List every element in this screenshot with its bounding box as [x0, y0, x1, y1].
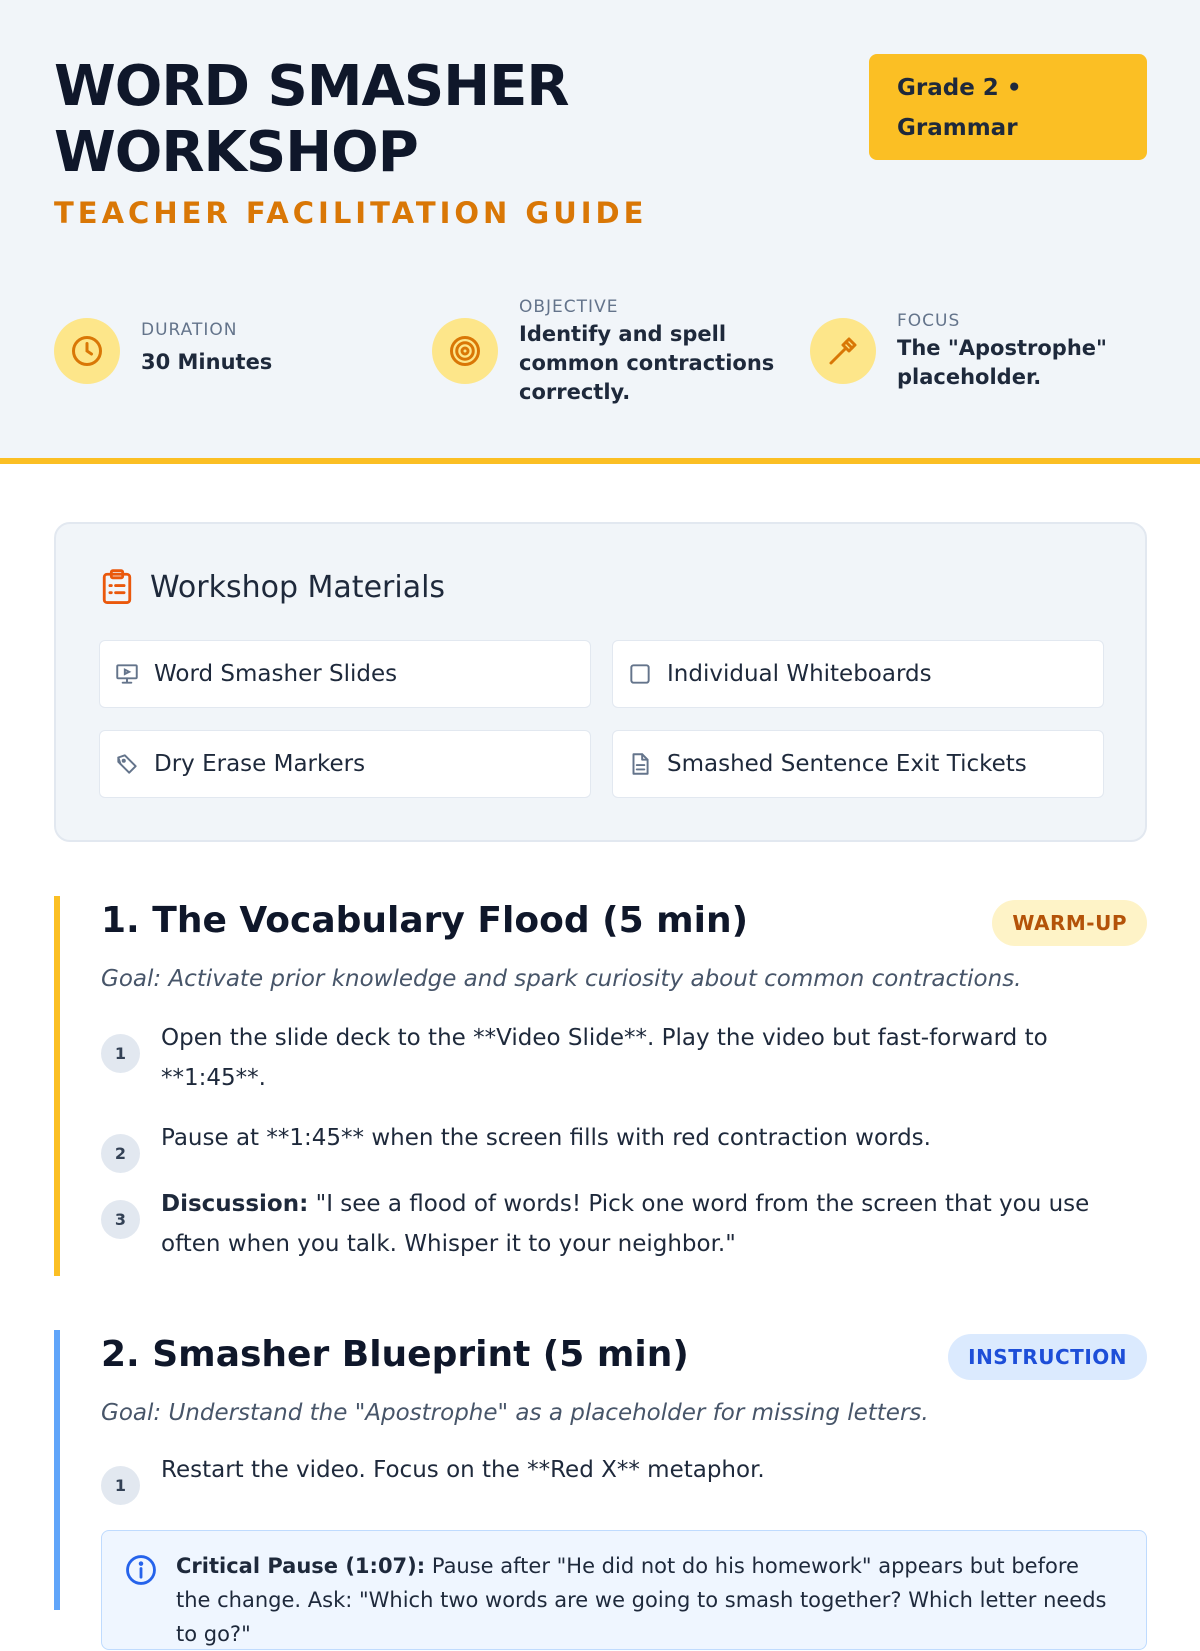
- info-icon: [124, 1553, 158, 1587]
- focus-value: The "Apostrophe" placeholder.: [897, 336, 1107, 389]
- material-item: [99, 730, 591, 798]
- instruction-tag: INSTRUCTION: [948, 1334, 1147, 1380]
- document-icon: [627, 751, 653, 777]
- step-number: 1: [101, 1034, 140, 1073]
- marker-icon: [114, 751, 140, 777]
- section-instruction: [54, 1330, 1147, 1646]
- page-subtitle: TEACHER FACILITATION GUIDE: [54, 196, 648, 230]
- material-label: Individual Whiteboards: [667, 661, 932, 687]
- material-label: Smashed Sentence Exit Tickets: [667, 751, 1027, 777]
- target-icon: [432, 318, 498, 384]
- section-accent-bar: [54, 1330, 60, 1610]
- objective-label: OBJECTIVE: [519, 297, 619, 317]
- material-item: [612, 730, 1104, 798]
- clock-icon: [54, 318, 120, 384]
- square-icon: [627, 661, 653, 687]
- material-label: Word Smasher Slides: [154, 661, 398, 687]
- material-label: Dry Erase Markers: [154, 751, 366, 777]
- hammer-icon: [810, 318, 876, 384]
- discussion-label: Discussion:: [161, 1191, 309, 1217]
- step-text: [161, 1184, 1121, 1264]
- section-title: 2. Smasher Blueprint (5 min): [101, 1334, 689, 1375]
- warm-up-tag: WARM-UP: [992, 900, 1147, 946]
- section-goal: Goal: Understand the "Apostrophe" as a placeholder for missing letters.: [101, 1400, 929, 1426]
- discussion-text: "I see a flood of words! Pick one word from the screen that you use often when you talk. Whisper it to your neighbor.": [161, 1191, 1090, 1257]
- duration-label: DURATION: [141, 320, 238, 340]
- step-number: 3: [101, 1200, 140, 1239]
- step-text: Pause at **1:45** when the screen fills with red contraction words.: [161, 1125, 931, 1151]
- step-text: Open the slide deck to the **Video Slide**. Play the video but fast-forward to **1:45**.: [161, 1025, 1048, 1091]
- section-title: 1. The Vocabulary Flood (5 min): [101, 900, 749, 941]
- duration-value: 30 Minutes: [141, 350, 273, 374]
- header: [0, 0, 1200, 464]
- step-number: 2: [101, 1134, 140, 1173]
- objective-value: Identify and spell common contractions correctly.: [519, 322, 775, 404]
- grade-badge: Grade 2 • Grammar: [869, 54, 1147, 160]
- materials-card: [54, 522, 1147, 842]
- callout-body: Pause after "He did not do his homework" appears but before the change. Ask: "Which two words are we going to smash together? Which letter needs to go?": [176, 1554, 1107, 1646]
- material-item: [612, 640, 1104, 708]
- section-goal: Goal: Activate prior knowledge and spark curiosity about common contractions.: [101, 966, 1022, 992]
- callout-label: Critical Pause (1:07):: [176, 1554, 426, 1578]
- clipboard-icon: [100, 568, 134, 606]
- step-text: Restart the video. Focus on the **Red X** metaphor.: [161, 1457, 765, 1483]
- section-accent-bar: [54, 896, 60, 1276]
- step-number: 1: [101, 1466, 140, 1505]
- critical-pause-callout: [101, 1530, 1147, 1650]
- material-item: [99, 640, 591, 708]
- callout-text: [176, 1549, 1116, 1651]
- presentation-icon: [114, 661, 140, 687]
- section-warm-up: [54, 896, 1147, 1276]
- materials-title: Workshop Materials: [150, 569, 446, 605]
- page-title: WORD SMASHER WORKSHOP: [54, 54, 569, 185]
- materials-header: [100, 568, 445, 606]
- focus-label: FOCUS: [897, 311, 961, 331]
